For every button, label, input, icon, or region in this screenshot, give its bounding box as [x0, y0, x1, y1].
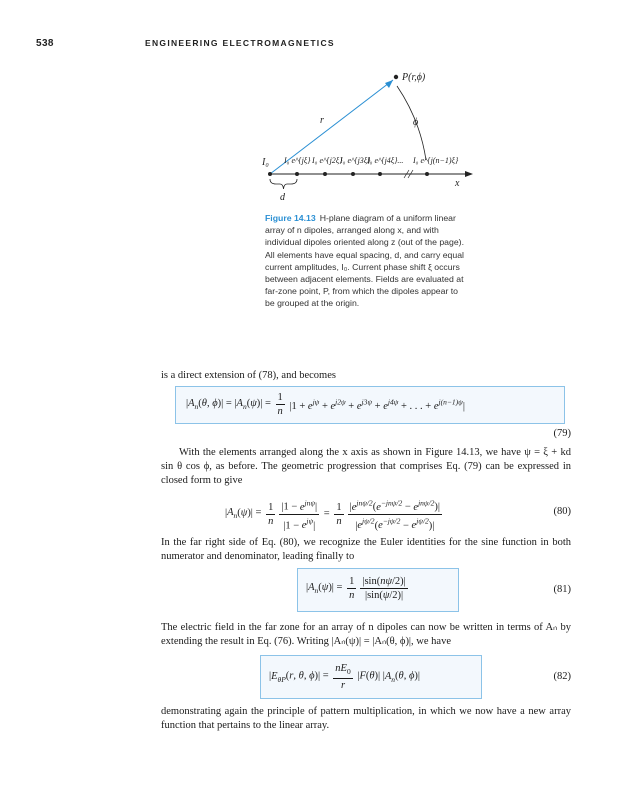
page-number: 538	[36, 38, 54, 49]
paragraph-4: The electric field in the far zone for an array of n dipoles can now be written in terms of Aₙ by extending the result in Eq. (76). Writing |Aₙ(ψ)| = |Aₙ(θ, ϕ)|, we have	[161, 622, 571, 647]
equation-82: $|E_{\theta P}(r$, θ, ϕ)| = $\frac{nE_0}{r}$ |F(θ)| $|A_n(\theta$, ϕ)|	[269, 663, 420, 692]
element-label: I₀ e^{j(n−1)ξ}	[413, 156, 459, 165]
element-label: I₀	[262, 157, 269, 168]
equation-82-number: (82)	[553, 671, 571, 682]
paragraph-3: In the far right side of Eq. (80), we recognize the Euler identities for the sine function in both numerator and denominator, leading finally to	[161, 537, 571, 562]
element-label: I₀ e^{j3ξ}	[340, 156, 371, 165]
page-header	[36, 38, 627, 52]
r-label: r	[320, 115, 324, 126]
paragraph-5: demonstrating again the principle of pattern multiplication, in which we now have a new array function that pertains to the linear array.	[161, 706, 571, 731]
equation-80-number: (80)	[553, 506, 571, 517]
array-element	[425, 172, 429, 176]
array-element	[351, 172, 355, 176]
array-element	[378, 172, 382, 176]
equation-79: $|A_n(\theta$, $\phi)| = |A_n(\psi)|$ = $\frac{1}{n}$ $|1 + e^{j\psi} + e^{j2\psi} + e^{j3\psi} + e^{j4\psi}$ + . . . + $e^{j(n-1)\psi}|$	[186, 392, 465, 417]
ray-arrowhead	[385, 80, 393, 88]
equation-79-box	[175, 386, 565, 424]
figure-label: Figure 14.13	[265, 213, 316, 223]
caption-text: H-plane diagram of a uniform linear array of n dipoles, arranged along x, and with individual dipoles oriented along z (out of the page). All elements have equal spacing, d, and carry equal current amplitudes, I₀. Current phase shift ξ occurs between adjacent elements. Fields are evaluated at far-zone point, P, from which the dipoles appear to be grouped at the origin.	[265, 213, 464, 309]
paragraph-2: With the elements arranged along the x axis as shown in Figure 14.13, we have ψ = ξ + kd sin θ cos ϕ, as before. The geometric progression that comprises Eq. (79) can be expressed in closed form to give	[161, 447, 571, 486]
array-element	[268, 172, 272, 176]
element-label: I₀ e^{jξ}	[284, 156, 311, 165]
equation-81: $|A_n(\psi)|$ = $\frac{1}{n}$ $\frac{|\sin(n\psi/2)|}{|\sin(\psi/2)|}$	[306, 576, 406, 601]
equation-81-box	[297, 568, 459, 612]
d-label: d	[280, 192, 285, 203]
figure-caption	[265, 212, 465, 310]
spacing-brace	[270, 179, 297, 189]
running-title: ENGINEERING ELECTROMAGNETICS	[145, 38, 335, 48]
equation-79-number: (79)	[553, 428, 571, 439]
figure-14-13	[250, 60, 480, 210]
equation-81-number: (81)	[553, 584, 571, 595]
element-label: I₀ e^{j4ξ}...	[367, 156, 404, 165]
phi-arc	[397, 86, 426, 160]
array-element	[295, 172, 299, 176]
paragraph-1: is a direct extension of (78), and becomes	[161, 370, 336, 381]
element-label: I₀ e^{j2ξ}	[312, 156, 343, 165]
x-axis-arrowhead	[465, 171, 473, 177]
array-diagram	[250, 60, 480, 210]
point-p	[394, 75, 398, 79]
array-element	[323, 172, 327, 176]
x-axis-label: x	[455, 178, 460, 189]
equation-80: $|A_n(\psi)|$ = $\frac{1}{n}$ $\frac{|1 - e^{jn\psi}|}{|1 - e^{j\psi}|}$ = $\frac{1}{n}$ $\frac{|e^{jn\psi/2}(e^{-jn\psi/2} - e^{jn\psi/2})|}{|e^{j\psi/2}(e^{-j\psi/2} - e^{j\psi/2})|}$	[225, 498, 441, 531]
point-p-label: P(r,ϕ)	[402, 72, 426, 83]
equation-82-box	[260, 655, 482, 699]
phi-label: ϕ	[413, 117, 419, 128]
